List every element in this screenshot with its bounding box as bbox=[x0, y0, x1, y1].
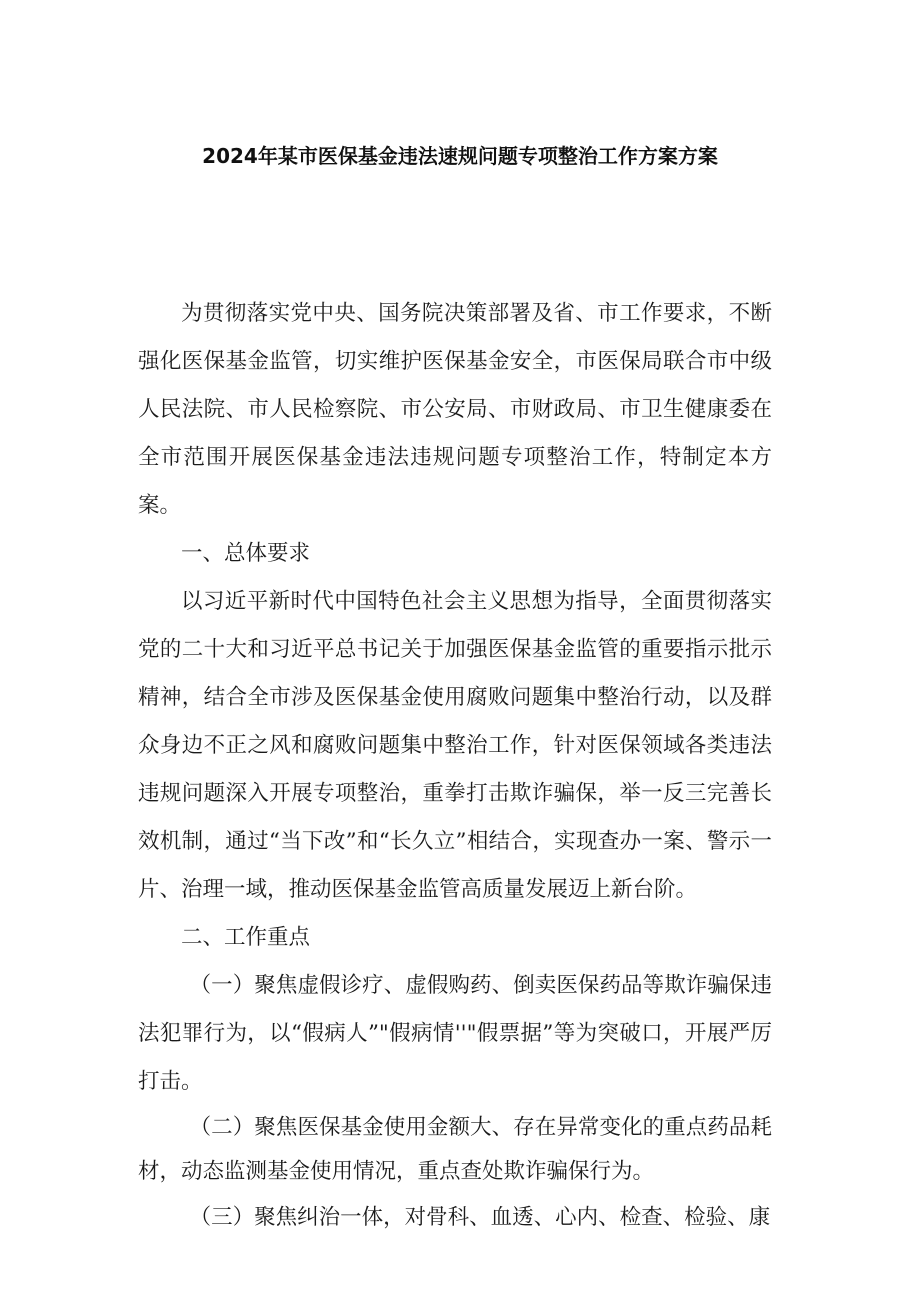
paragraph-focus-item-3: （三）聚焦纠治一体，对骨科、血透、心内、检查、检验、康 bbox=[189, 1205, 771, 1230]
paragraph-focus-item-1: （一）聚焦虚假诊疗、虚假购药、倒卖医保药品等欺诈骗保违法犯罪行为，以“假病人”"假病情''"假票据”等为突破口，开展严厉打击。 bbox=[138, 973, 772, 1094]
document-body bbox=[138, 290, 772, 1242]
section-heading-work-focus: 二、工作重点 bbox=[181, 925, 311, 950]
paragraph-intro: 为贯彻落实党中央、国务院决策部署及省、市工作要求，不断强化医保基金监管，切实维护医保基金安全，市医保局联合市中级人民法院、市人民检察院、市公安局、市财政局、市卫生健康委在全市范围开展医保基金违法违规问题专项整治工作，特制定本方案。 bbox=[138, 301, 772, 518]
section-heading-general-requirements: 一、总体要求 bbox=[181, 541, 311, 566]
paragraph-general-requirements: 以习近平新时代中国特色社会主义思想为指导，全面贯彻落实党的二十大和习近平总书记关于加强医保基金监管的重要指示批示精神，结合全市涉及医保基金使用腐败问题集中整治行动，以及群众身边不正之风和腐败问题集中整治工作，针对医保领域各类违法违规问题深入开展专项整治，重拳打击欺诈骗保，举一反三完善长效机制，通过“当下改”和“长久立”相结合，实现查办一案、警示一片、治理一域，推动医保基金监管高质量发展迈上新台阶。 bbox=[138, 589, 772, 902]
paragraph-focus-item-2: （二）聚焦医保基金使用金额大、存在异常变化的重点药品耗材，动态监测基金使用情况，重点查处欺诈骗保行为。 bbox=[138, 1115, 772, 1184]
document-title: 2024年某市医保基金违法速规问题专项整治工作方案方案 bbox=[202, 144, 718, 168]
